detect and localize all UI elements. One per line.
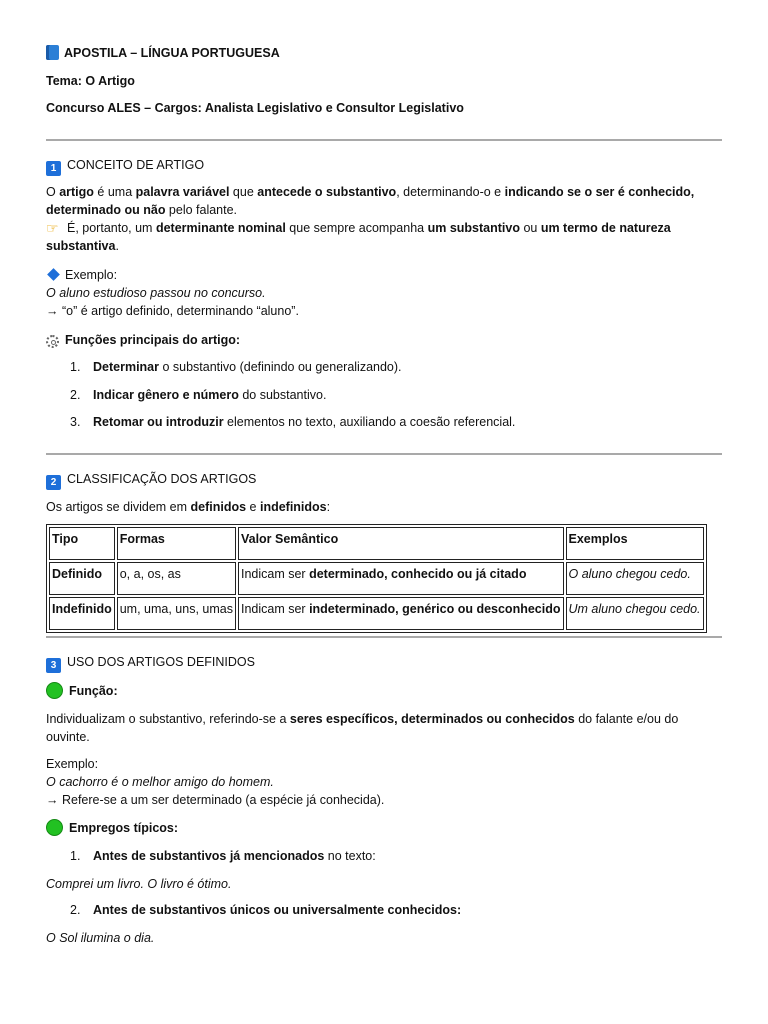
table-header-cell: Tipo	[49, 527, 115, 560]
green-circle-icon	[46, 819, 63, 836]
list-item: 2. Antes de substantivos únicos ou universalmente conhecidos:	[70, 903, 462, 917]
table-cell: Indicam ser indeterminado, genérico ou desconhecido	[238, 597, 564, 630]
section-2-heading	[46, 470, 256, 490]
section-divider	[46, 453, 722, 455]
pointing-hand-icon: ☞	[46, 220, 59, 236]
table-cell: Indicam ser determinado, conhecido ou já citado	[238, 562, 564, 595]
number-1-icon: 1	[46, 161, 61, 176]
example-note: → “o” é artigo definido, determinando “aluno”.	[46, 304, 299, 318]
example-label: Exemplo:	[46, 757, 99, 771]
list-item: 3. Retomar ou introduzir elementos no texto, auxiliando a coesão referencial.	[70, 415, 516, 429]
list-item: 1. Determinar o substantivo (definindo ou generalizando).	[70, 360, 402, 374]
table-cell: Indefinido	[49, 597, 115, 630]
example-sentence: O aluno estudioso passou no concurso.	[46, 286, 266, 300]
green-circle-icon	[46, 682, 63, 699]
tema-line: Tema: O Artigo	[46, 74, 135, 88]
classification-intro: Os artigos se dividem em definidos e indefinidos:	[46, 500, 331, 514]
table-header-row	[49, 527, 704, 560]
functions-title: Funções principais do artigo:	[46, 331, 240, 349]
diamond-icon	[47, 268, 60, 281]
table-cell: Definido	[49, 562, 115, 595]
definition-paragraph: O artigo é uma palavra variável que antecede o substantivo, determinando-o e indicando se o ser é conhecido, determinado ou não pelo falante. ☞ É, portanto, um determinante nominal que sempre acompanha um substantivo ou um termo de natureza substantiva.	[46, 185, 695, 253]
example-label: Exemplo:	[46, 266, 117, 284]
number-2-icon: 2	[46, 475, 61, 490]
example-note: → Refere-se a um ser determinado (a espécie já conhecida).	[46, 793, 385, 807]
example-sentence: O cachorro é o melhor amigo do homem.	[46, 775, 274, 789]
table-cell: um, uma, uns, umas	[117, 597, 236, 630]
table-cell: O aluno chegou cedo.	[566, 562, 704, 595]
section-1-heading	[46, 156, 204, 176]
number-3-icon: 3	[46, 658, 61, 673]
empregos-title: Empregos típicos:	[46, 819, 178, 837]
table-header-cell: Formas	[117, 527, 236, 560]
table-header-cell: Valor Semântico	[238, 527, 564, 560]
gear-icon	[46, 335, 59, 348]
table-cell: Um aluno chegou cedo.	[566, 597, 704, 630]
table-row	[49, 597, 704, 630]
section-1-title: CONCEITO DE ARTIGO	[67, 158, 205, 172]
funcao-paragraph: Individualizam o substantivo, referindo-se a seres específicos, determinados ou conhecidos do falante e/ou do ouvinte.	[46, 712, 679, 744]
list-item: 2. Indicar gênero e número do substantivo.	[70, 388, 327, 402]
list-example: Comprei um livro. O livro é ótimo.	[46, 877, 232, 891]
concurso-line: Concurso ALES – Cargos: Analista Legislativo e Consultor Legislativo	[46, 101, 464, 115]
book-icon	[46, 45, 59, 60]
section-2-title: CLASSIFICAÇÃO DOS ARTIGOS	[67, 472, 257, 486]
section-3-title: USO DOS ARTIGOS DEFINIDOS	[67, 655, 255, 669]
table-cell: o, a, os, as	[117, 562, 236, 595]
section-3-heading	[46, 653, 255, 673]
list-example: O Sol ilumina o dia.	[46, 931, 155, 945]
funcao-title: Função:	[46, 682, 118, 700]
section-divider	[46, 636, 722, 638]
table-row	[49, 562, 704, 595]
table-header-cell: Exemplos	[566, 527, 704, 560]
list-item: 1. Antes de substantivos já mencionados no texto:	[70, 849, 376, 863]
articles-table	[46, 524, 707, 633]
section-divider	[46, 139, 722, 141]
document-title: APOSTILA – LÍNGUA PORTUGUESA	[46, 44, 280, 62]
